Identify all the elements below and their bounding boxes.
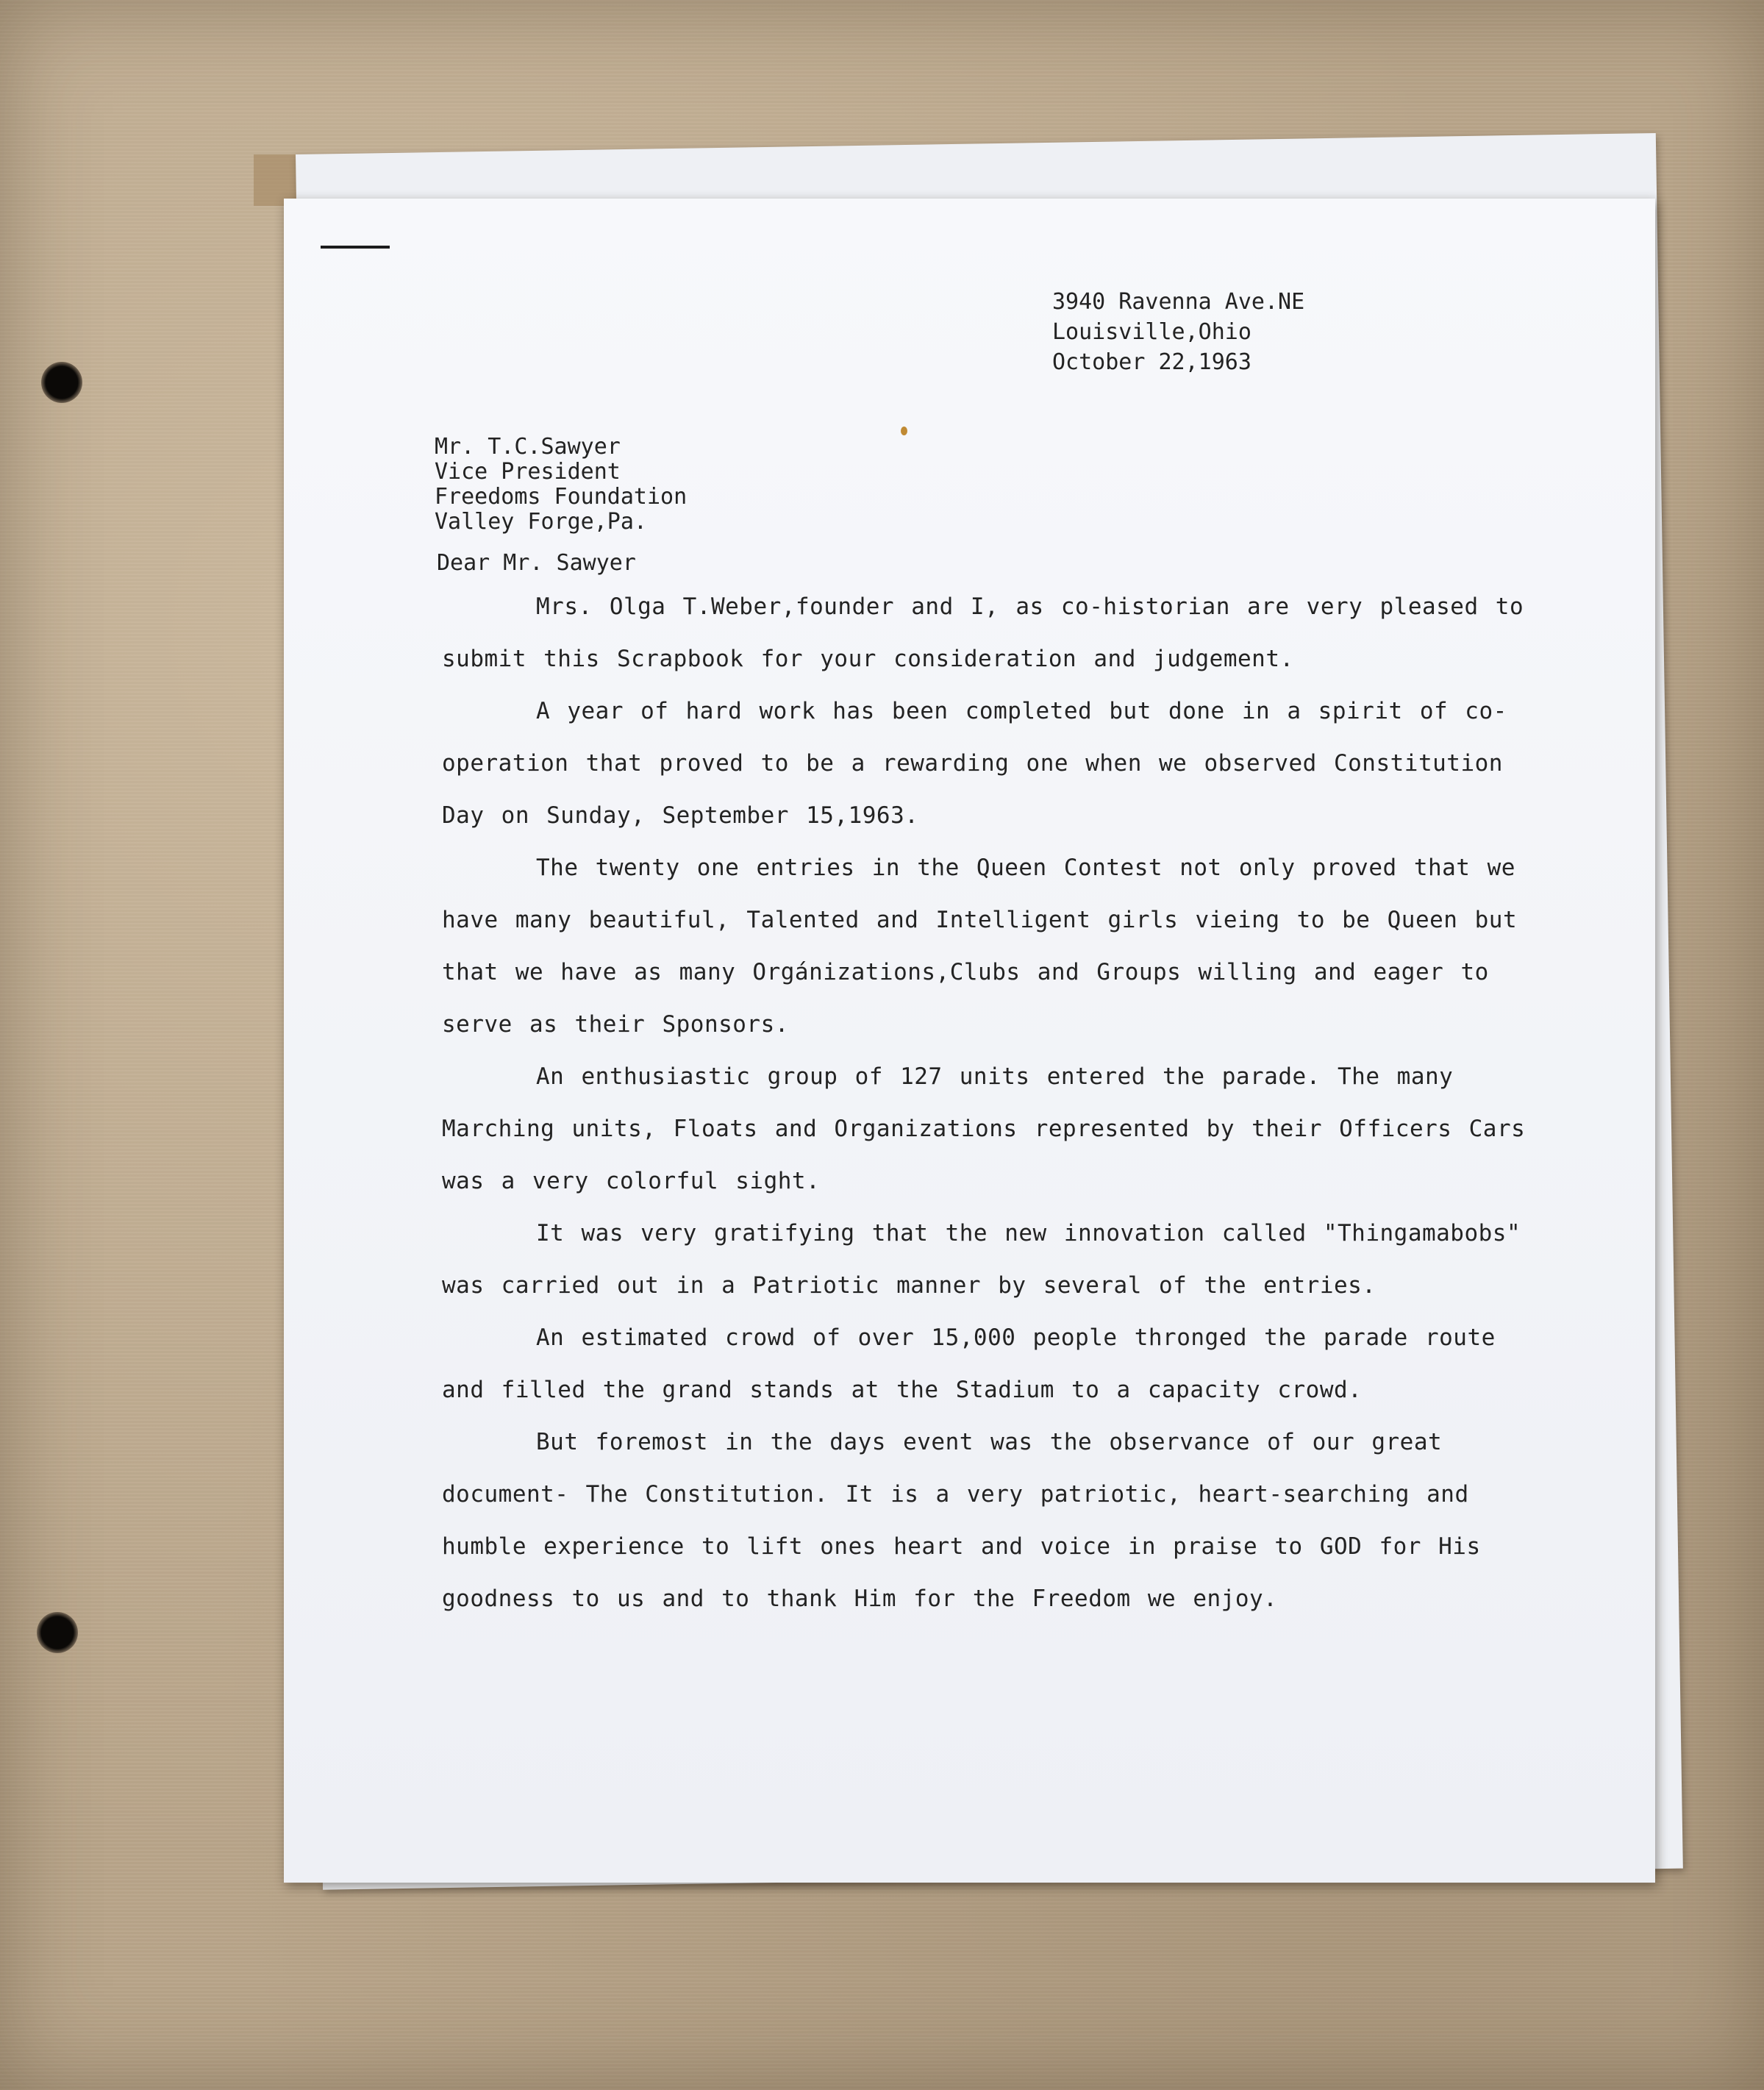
recipient-organization: Freedoms Foundation bbox=[435, 484, 688, 510]
recipient-title: Vice President bbox=[435, 459, 621, 485]
binder-hole-top bbox=[41, 362, 82, 403]
paragraph: An estimated crowd of over 15,000 people thronged the parade route and filled the grand stands at the Stadium to a capacity crowd. bbox=[442, 1324, 1496, 1403]
salutation: Dear Mr. Sawyer bbox=[437, 550, 636, 576]
sender-address-block bbox=[1052, 287, 1304, 377]
sender-street: 3940 Ravenna Ave.NE bbox=[1052, 289, 1305, 315]
binder-hole-bottom bbox=[37, 1612, 78, 1653]
recipient-location: Valley Forge,Pa. bbox=[435, 509, 647, 535]
letter-date: October 22,1963 bbox=[1052, 349, 1251, 375]
margin-dash bbox=[321, 246, 390, 249]
recipient-name: Mr. T.C.Sawyer bbox=[435, 434, 621, 460]
paragraph: But foremost in the days event was the observance of our great document- The Constitution. It is a very patriotic, heart-searching and humble experience to lift ones heart and voice in praise to GOD for His goodness to us and to thank Him for the Freedom we enjoy. bbox=[442, 1429, 1481, 1612]
paragraph: The twenty one entries in the Queen Contest not only proved that we have many beautiful, Talented and Intelligent girls vieing to be Queen but that we have as many Orgánizations,Clubs and Groups willing and eager to serve as their Sponsors. bbox=[442, 855, 1518, 1038]
letter-page bbox=[284, 199, 1655, 1883]
sender-city: Louisville,Ohio bbox=[1052, 319, 1251, 345]
paragraph: Mrs. Olga T.Weber,founder and I, as co-historian are very pleased to submit this Scrapbook for your consideration and judgement. bbox=[442, 593, 1524, 672]
recipient-address-block bbox=[435, 435, 687, 535]
salutation-block bbox=[437, 549, 636, 577]
paragraph: An enthusiastic group of 127 units entered the parade. The many Marching units, Floats and Organizations represented by their Officers Cars was a very colorful sight. bbox=[442, 1063, 1526, 1194]
paragraph: It was very gratifying that the new innovation called "Thingamabobs" was carried out in a Patriotic manner by several of the entries. bbox=[442, 1220, 1521, 1299]
paragraph: A year of hard work has been completed but done in a spirit of co-operation that proved to be a rewarding one when we observed Constitution Day on Sunday, September 15,1963. bbox=[442, 698, 1507, 829]
letter-body bbox=[442, 581, 1530, 1625]
ink-speck bbox=[901, 427, 907, 435]
